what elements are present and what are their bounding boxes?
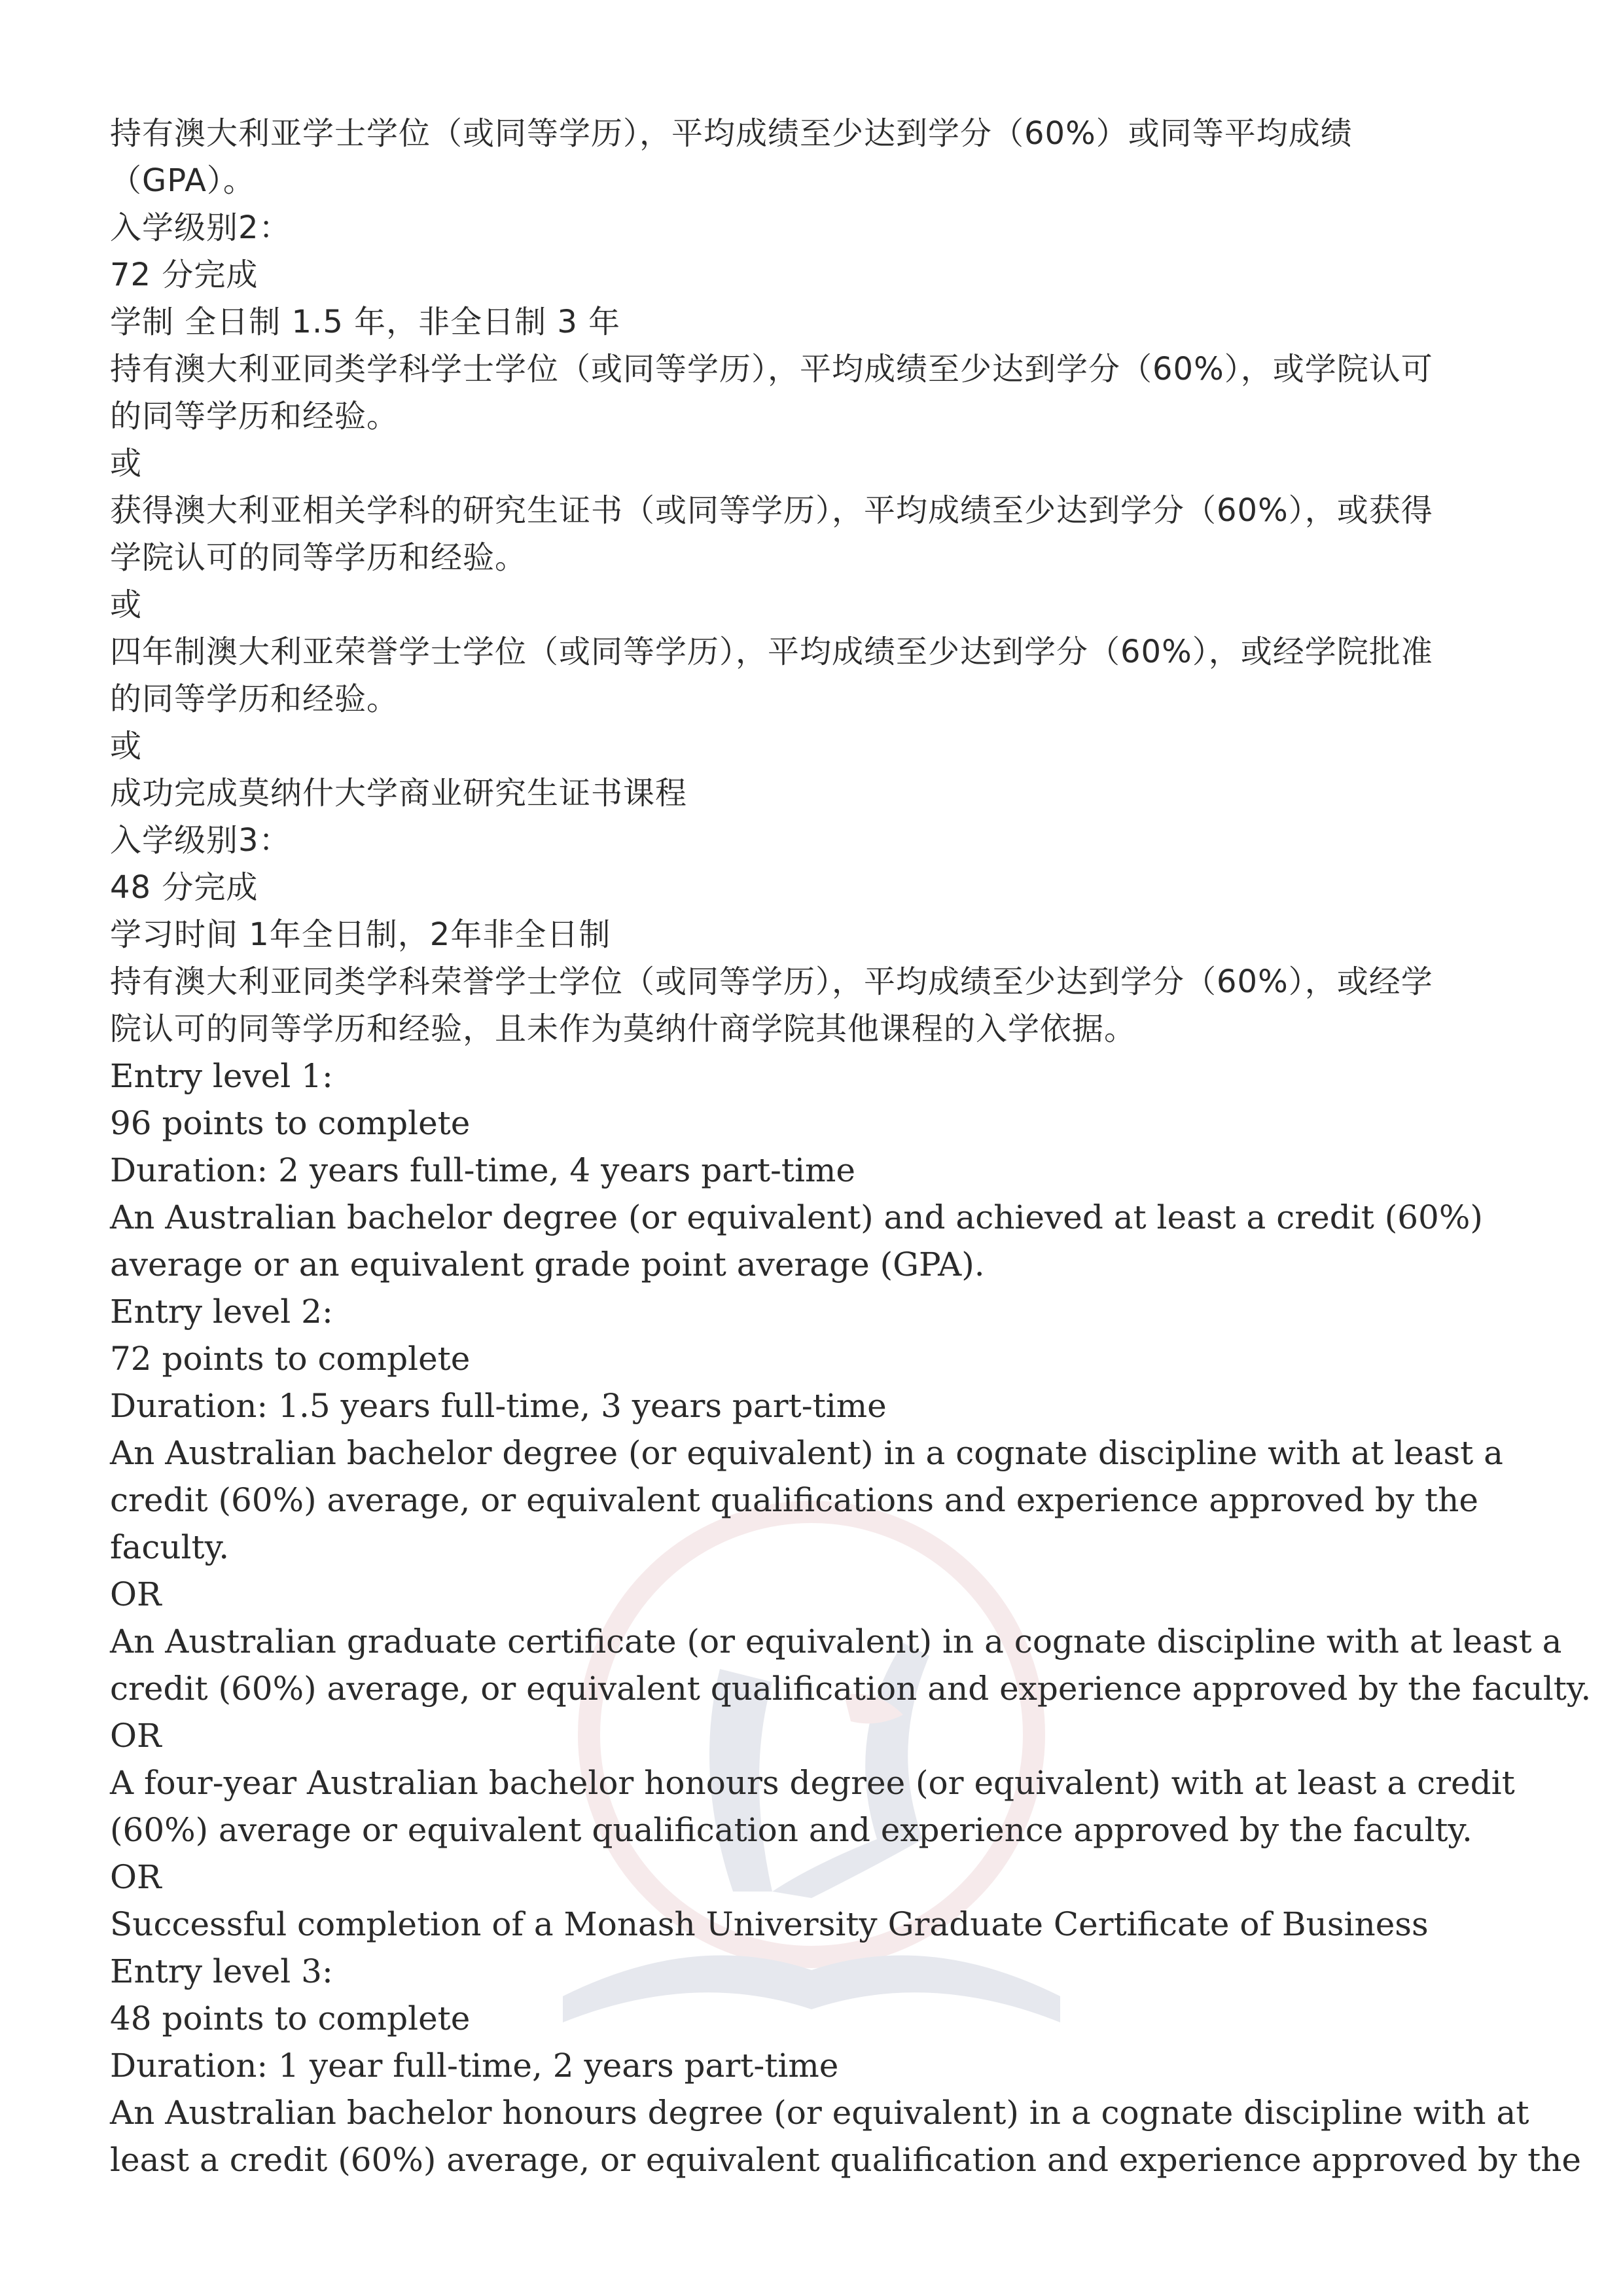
text-line: 48 分完成 [110,869,259,906]
text-line: 学习时间 1年全日制，2年非全日制 [110,916,611,953]
text-line: OR [110,1858,162,1896]
text-line: credit (60%) average, or equivalent qualifications and experience approved by the [110,1481,1478,1519]
text-line: credit (60%) average, or equivalent qualification and experience approved by the faculty. [110,1670,1592,1708]
text-line: Entry level 1: [110,1057,333,1095]
text-line: Entry level 3: [110,1952,333,1990]
text-line: 入学级别2： [110,209,291,246]
text-line: (60%) average or equivalent qualification and experience approved by the faculty. [110,1811,1472,1849]
text-line: An Australian bachelor honours degree (or equivalent) in a cognate discipline with at [110,2094,1529,2132]
text-line: 获得澳大利亚相关学科的研究生证书（或同等学历），平均成绩至少达到学分（60%），或获得 [110,492,1433,529]
text-line: 96 points to complete [110,1104,471,1142]
text-line: 72 points to complete [110,1340,471,1378]
text-line: 或 [110,728,143,764]
text-line: 院认可的同等学历和经验，且未作为莫纳什商学院其他课程的入学依据。 [110,1011,1137,1047]
text-line: 学院认可的同等学历和经验。 [110,539,527,576]
text-line: Duration: 1 year full-time, 2 years part-time [110,2047,839,2085]
text-line: OR [110,1575,162,1613]
text-line: OR [110,1717,162,1755]
text-line: An Australian graduate certificate (or equivalent) in a cognate discipline with at least a [110,1623,1562,1660]
text-line: 持有澳大利亚同类学科荣誉学士学位（或同等学历），平均成绩至少达到学分（60%），或经学 [110,963,1433,1000]
text-line: 或 [110,445,143,482]
text-line: Entry level 2: [110,1293,333,1331]
text-line: least a credit (60%) average, or equivalent qualification and experience approved by the [110,2141,1582,2179]
text-line: 的同等学历和经验。 [110,398,399,435]
text-line: 持有澳大利亚同类学科学士学位（或同等学历），平均成绩至少达到学分（60%），或学院认可 [110,351,1433,387]
text-line: （GPA）。 [110,162,255,199]
document-page [110,110,1592,2183]
text-line: 48 points to complete [110,2000,471,2037]
text-line: 四年制澳大利亚荣誉学士学位（或同等学历），平均成绩至少达到学分（60%），或经学院批准 [110,634,1433,670]
text-line: 成功完成莫纳什大学商业研究生证书课程 [110,775,688,812]
text-line: 或 [110,586,143,623]
text-line: 学制 全日制 1.5 年，非全日制 3 年 [110,304,621,340]
text-line: Duration: 1.5 years full-time, 3 years part-time [110,1387,887,1425]
text-line: 持有澳大利亚学士学位（或同等学历），平均成绩至少达到学分（60%）或同等平均成绩 [110,115,1353,152]
text-line: A four-year Australian bachelor honours degree (or equivalent) with at least a credit [110,1764,1515,1802]
text-line: Successful completion of a Monash University Graduate Certificate of Business [110,1905,1429,1943]
text-line: average or an equivalent grade point average (GPA). [110,1246,985,1283]
text-line: An Australian bachelor degree (or equivalent) in a cognate discipline with at least a [110,1434,1503,1472]
text-line: faculty. [110,1528,230,1566]
text-line: 入学级别3： [110,822,291,859]
text-line: Duration: 2 years full-time, 4 years part-time [110,1151,855,1189]
text-line: An Australian bachelor degree (or equivalent) and achieved at least a credit (60%) [110,1198,1483,1236]
text-line: 72 分完成 [110,257,259,293]
text-line: 的同等学历和经验。 [110,681,399,717]
